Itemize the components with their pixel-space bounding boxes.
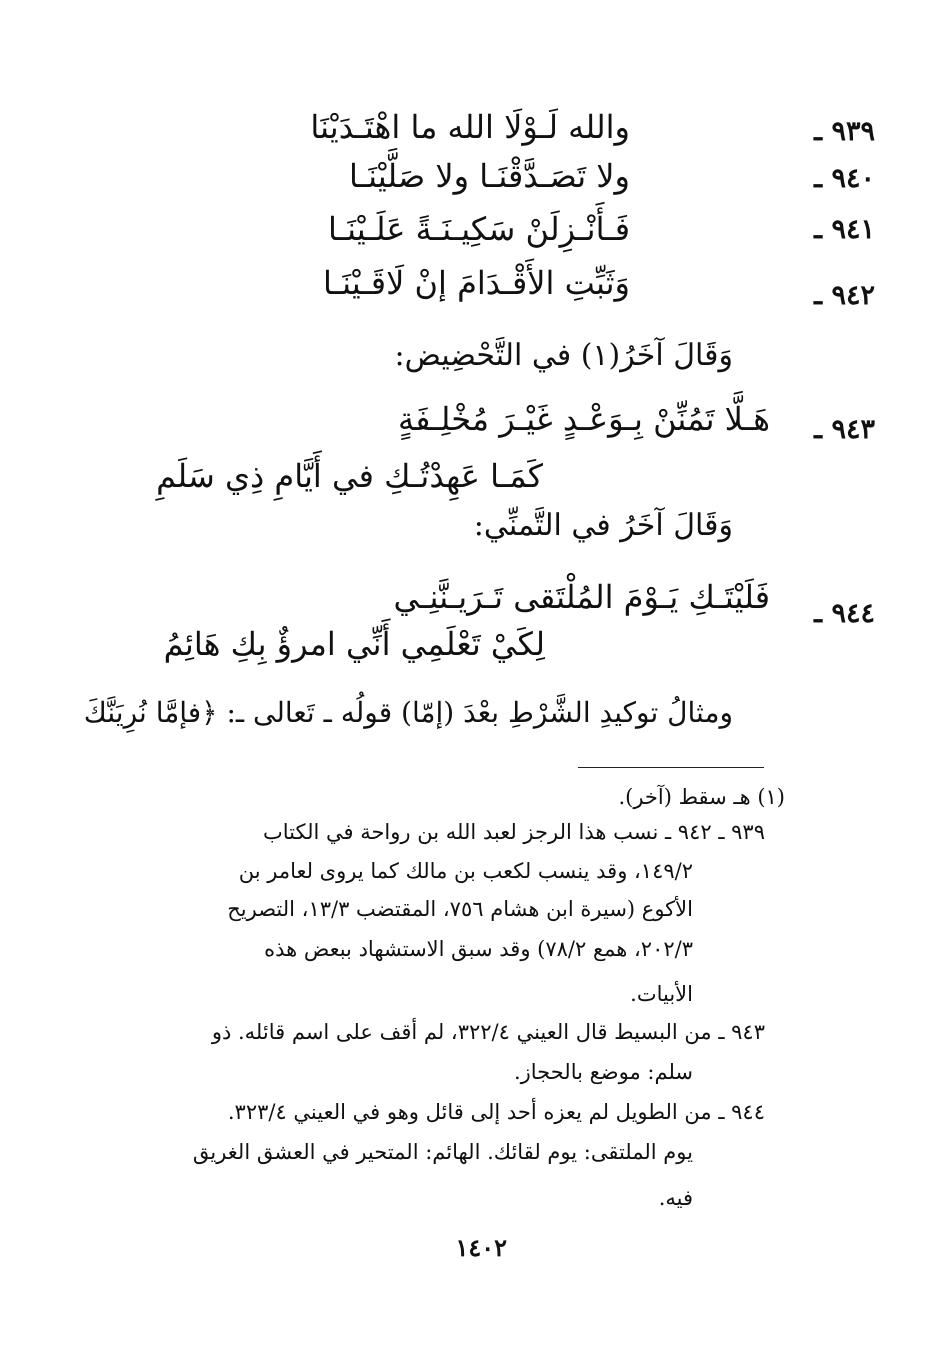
footnote-line: يوم الملتقى: يوم لقائك. الهائم: المتحير في العشق الغريق — [192, 1140, 693, 1164]
footnote-first-line: ٩٣٩ ـ ٩٤٢ ـ نسب هذا الرجز لعبد الله بن رواحة في الكتاب — [262, 820, 765, 844]
footnote-line: سلم: موضع بالحجاز. — [513, 1060, 693, 1084]
verse-number: ٩٤٤ ـ — [814, 598, 875, 629]
verse-first-hemistich: هَـلَّا تَمُنِّنْ بِـوَعْـدٍ غَيْـرَ مُخْلِـفَةٍ — [397, 400, 770, 438]
verse-number: ٩٤٣ ـ — [814, 414, 875, 445]
footnote-first-line: ٩٤٤ ـ من الطويل لم يعزه أحد إلى قائل وهو في العيني ٣٢٣/٤. — [227, 1100, 765, 1124]
verse-number: ٩٤٠ ـ — [814, 163, 875, 194]
verse-number: ٩٣٩ ـ — [814, 116, 875, 147]
verse-text: وَثَبِّتِ الأَقْـدَامَ إنْ لَاقَـيْنَـا — [322, 264, 630, 302]
footnote-line: ٢٠٢/٣، همع ٧٨/٢) وقد سبق الاستشهاد ببعض هذه — [264, 937, 693, 961]
footnote-line: فيه. — [658, 1186, 693, 1210]
intro-heading: وَقَالَ آخَرُ في التَّمنِّي: — [473, 508, 733, 543]
footnote: (١) هـ سقط (آخر). — [618, 785, 785, 809]
verse-second-hemistich: كَمَـا عَهِدْتُـكِ في أَيَّامِ ذِي سَلَمِ — [156, 457, 543, 495]
verse-number: ٩٤١ ـ — [814, 214, 875, 245]
prose-line: ومثالُ توكيدِ الشَّرْطِ بعْدَ (إمّا) قولُه ـ تَعالى ـ: ﴿فإمَّا نُرِيَنَّكَ — [83, 696, 733, 729]
verse-text: والله لَـوْلَا الله ما اهْتَـدَيْنَا — [310, 108, 630, 146]
footnote-first-line: ٩٤٣ ـ من البسيط قال العيني ٣٢٢/٤، لم أقف على اسم قائله. ذو — [211, 1020, 765, 1044]
footnote-line: ١٤٩/٢، وقد ينسب لكعب بن مالك كما يروى لعامر بن — [238, 859, 693, 883]
footnote-line: الأبيات. — [630, 982, 693, 1006]
footnote-line: الأكوع (سيرة ابن هشام ٧٥٦، المقتضب ١٣/٣، التصريح — [227, 897, 693, 921]
verse-second-hemistich: لِكَيْ تَعْلَمِي أَنِّي امرؤٌ بِكِ هَائِمُ — [163, 625, 545, 663]
page-number: ١٤٠٢ — [455, 1233, 507, 1262]
verse-text: ولا تَصَـدَّقْنَـا ولا صَلَّيْنَـا — [348, 157, 630, 195]
footnote-separator — [578, 767, 764, 768]
verse-text: فَـأَنْـزِلَنْ سَكِيـنَـةً عَلَـيْنَـا — [327, 210, 630, 248]
verse-first-hemistich: فَلَيْتَـكِ يَـوْمَ المُلْتَقى تَـرَيـنَّنِـي — [393, 578, 770, 616]
intro-heading: وَقَالَ آخَرُ(١) في التَّحْضِيض: — [394, 338, 733, 373]
verse-number: ٩٤٢ ـ — [814, 280, 875, 311]
